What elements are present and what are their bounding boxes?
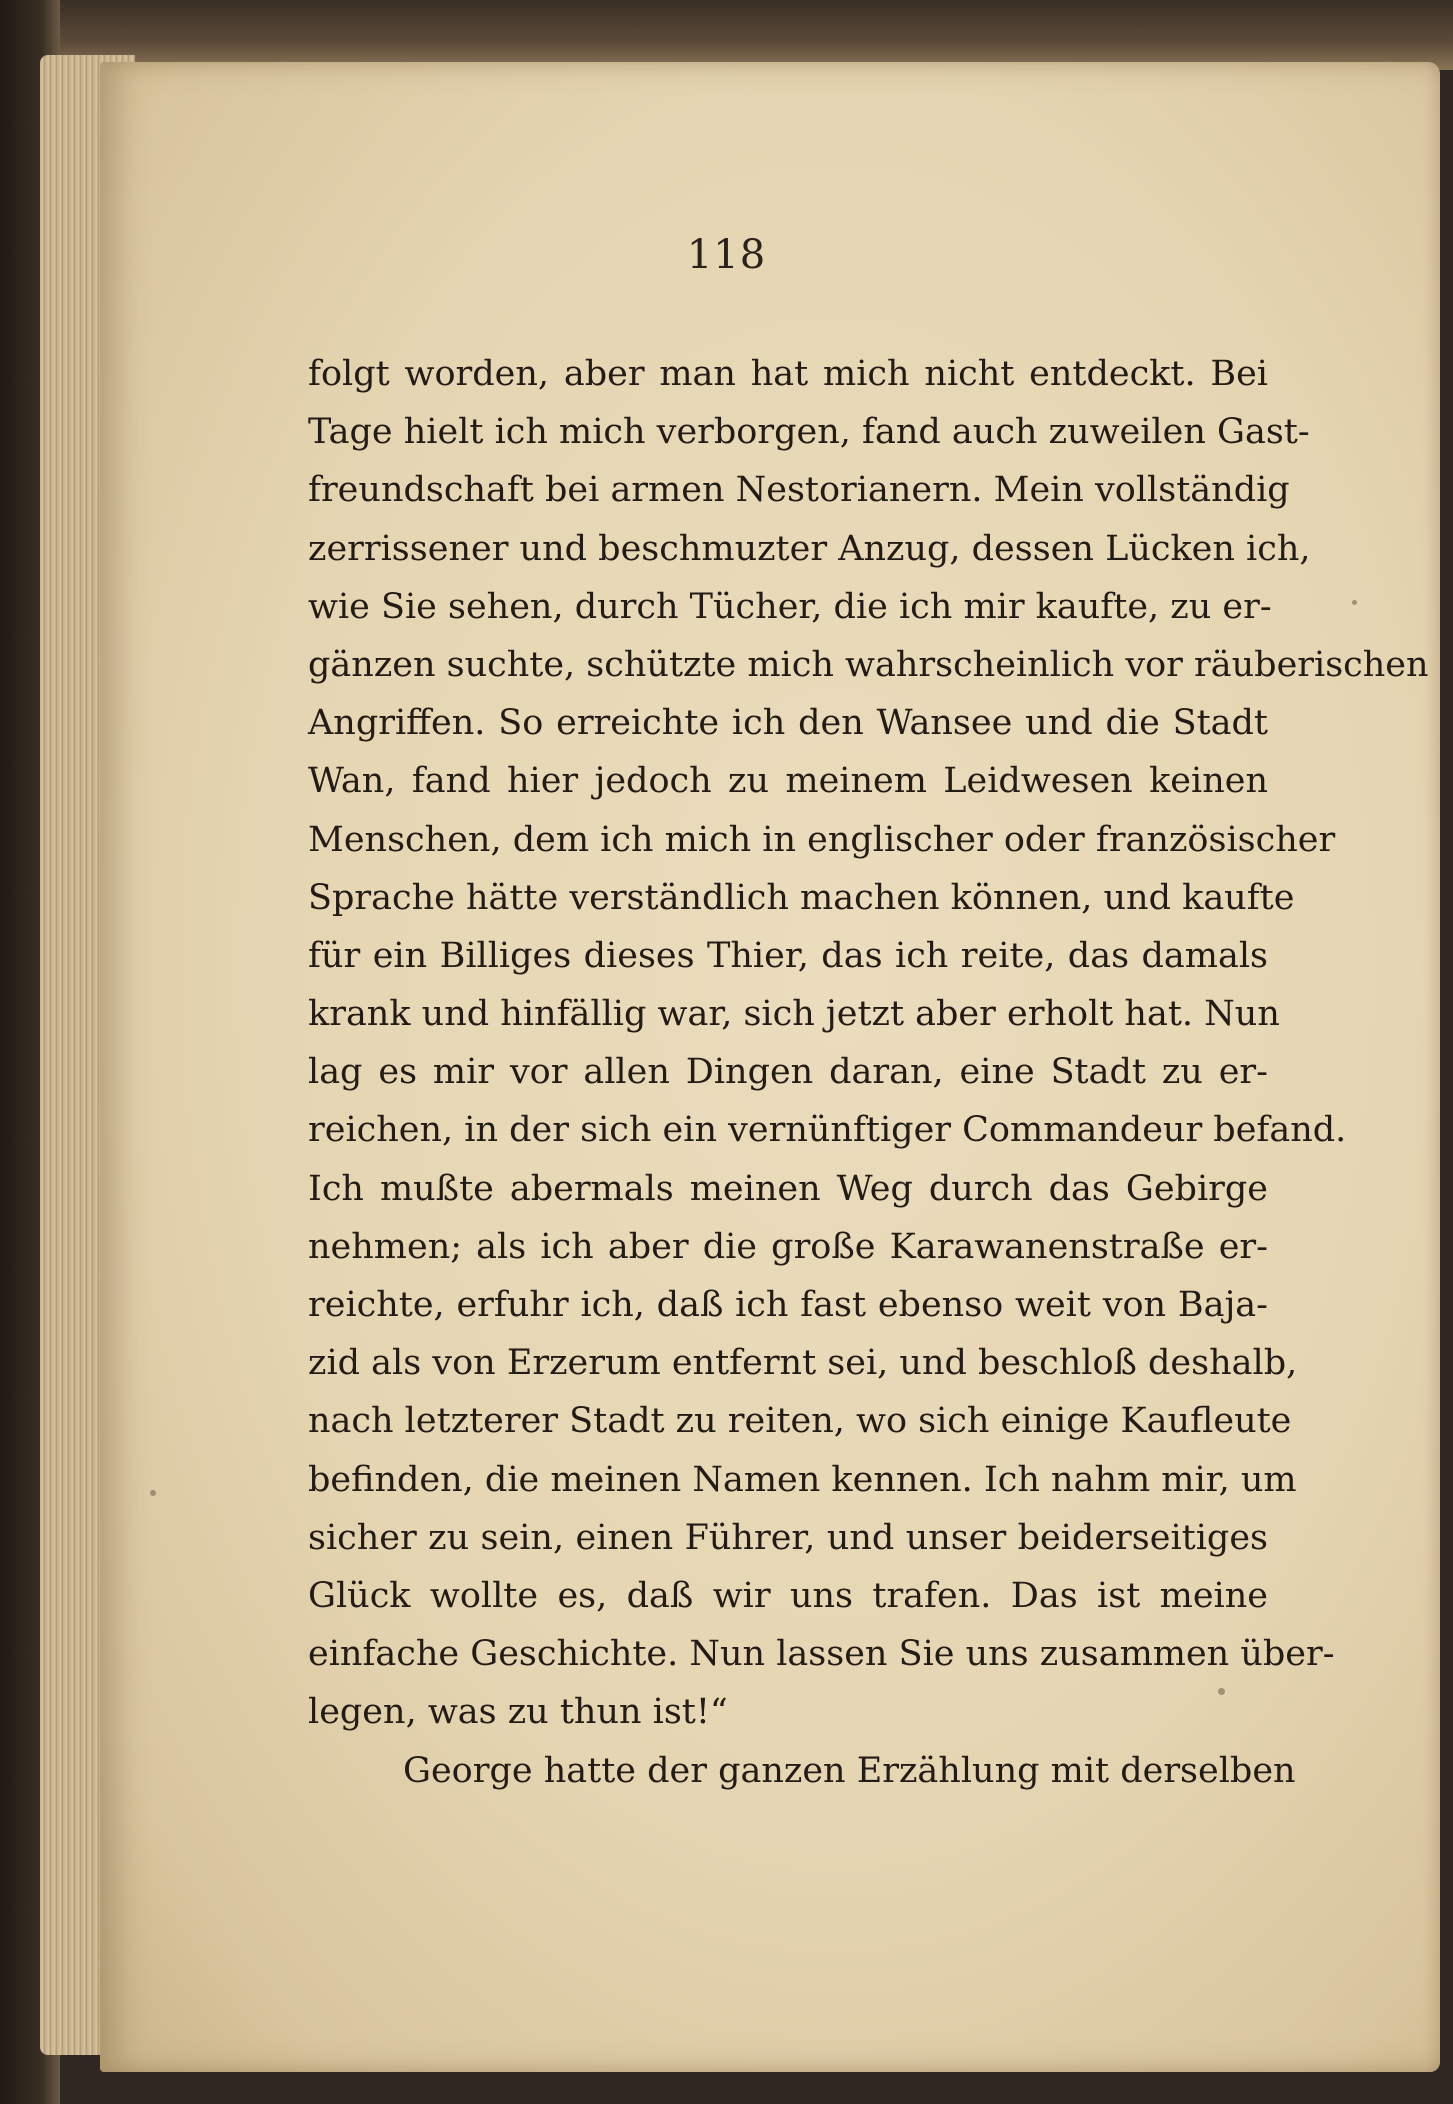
text-line: nehmen; als ich aber die große Karawanenstraße er- (308, 1226, 1268, 1267)
text-line: Sprache hätte verständlich machen können, und kaufte (308, 877, 1295, 918)
text-line: Glück wollte es, daß wir uns trafen. Das ist meine (308, 1575, 1268, 1616)
text-line: zid als von Erzerum entfernt sei, und beschloß deshalb, (308, 1343, 1298, 1384)
text-line: Wan, fand hier jedoch zu meinem Leidwesen keinen (308, 761, 1268, 802)
text-line: legen, was zu thun ist!“ (308, 1692, 728, 1733)
text-line: gänzen suchte, schützte mich wahrscheinlich vor räuberischen (308, 644, 1429, 685)
text-line: George hatte der ganzen Erzählung mit derselben (403, 1750, 1296, 1791)
page-text (308, 345, 1429, 1800)
text-line: Angriffen. So erreichte ich den Wansee und die Stadt (308, 703, 1268, 744)
text-line: krank und hinfällig war, sich jetzt aber erholt hat. Nun (308, 994, 1280, 1035)
page-number: 118 (686, 232, 767, 278)
text-line: freundschaft bei armen Nestorianern. Mein vollständig (308, 470, 1290, 511)
text-line: lag es mir vor allen Dingen daran, eine Stadt zu er- (308, 1052, 1268, 1093)
text-line: nach letzterer Stadt zu reiten, wo sich einige Kaufleute (308, 1401, 1292, 1442)
text-line: Tage hielt ich mich verborgen, fand auch zuweilen Gast- (308, 412, 1310, 453)
text-line: befinden, die meinen Namen kennen. Ich nahm mir, um (308, 1459, 1297, 1500)
paper-speck (150, 1490, 156, 1496)
text-line: für ein Billiges dieses Thier, das ich reite, das damals (308, 935, 1268, 976)
text-line: folgt worden, aber man hat mich nicht entdeckt. Bei (308, 354, 1268, 394)
text-line: einfache Geschichte. Nun lassen Sie uns zusammen über- (308, 1634, 1335, 1675)
text-line: wie Sie sehen, durch Tücher, die ich mir kaufte, zu er- (308, 586, 1272, 627)
text-line: Ich mußte abermals meinen Weg durch das Gebirge (308, 1168, 1268, 1209)
text-line: reichen, in der sich ein vernünftiger Commandeur befand. (308, 1110, 1347, 1151)
text-line: reichte, erfuhr ich, daß ich fast ebenso weit von Baja- (308, 1285, 1268, 1325)
text-line: Menschen, dem ich mich in englischer oder französischer (308, 819, 1336, 860)
text-line: zerrissener und beschmuzter Anzug, dessen Lücken ich, (308, 528, 1311, 569)
text-line: sicher zu sein, einen Führer, und unser beiderseitiges (308, 1517, 1268, 1558)
paper-speck (1352, 600, 1357, 605)
book-cover-top (0, 0, 1453, 70)
